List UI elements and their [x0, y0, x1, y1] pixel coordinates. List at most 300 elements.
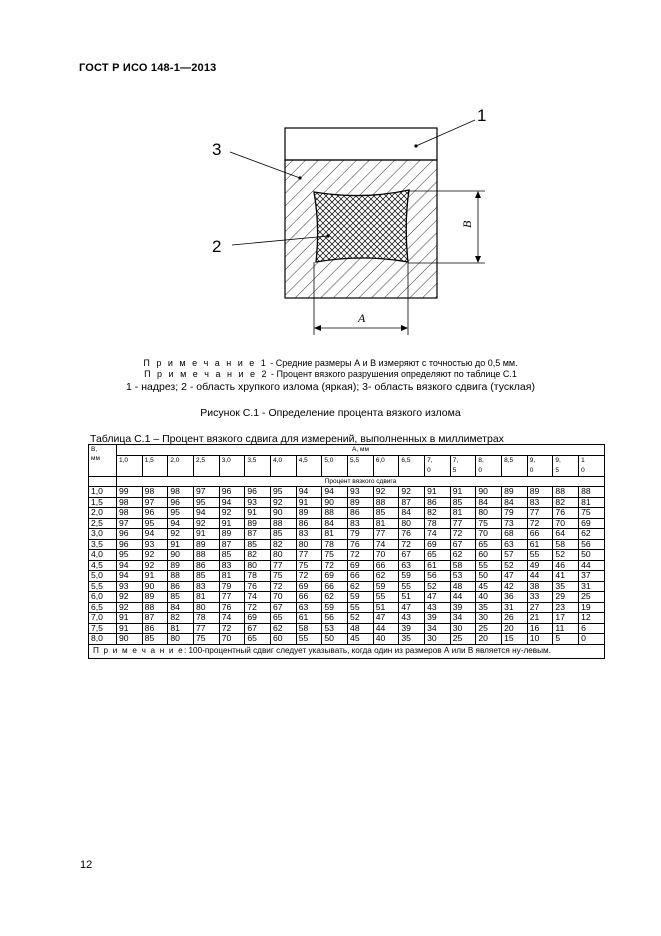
table-cell: 89 [168, 560, 194, 571]
table-cell: 31 [579, 581, 605, 592]
table-cell: 37 [579, 571, 605, 582]
table-cell: 17 [553, 613, 579, 624]
table-cell: 69 [322, 571, 348, 582]
fracture-figure [200, 100, 510, 340]
table-cell: 51 [399, 592, 425, 603]
table-cell: 65 [245, 634, 271, 645]
table-cell: 10 [527, 634, 553, 645]
table-cell: 35 [476, 602, 502, 613]
table-cell: 20 [502, 623, 528, 634]
table-cell: 72 [296, 571, 322, 582]
table-cell: 98 [117, 508, 143, 519]
table-cell: 96 [142, 508, 168, 519]
a-value-cell: 6,0 [373, 455, 399, 476]
table-cell: 64 [553, 529, 579, 540]
table-cell: 76 [399, 529, 425, 540]
table-row [89, 571, 605, 582]
table-cell: 50 [579, 550, 605, 561]
table-cell: 89 [296, 508, 322, 519]
table-cell: 95 [194, 497, 220, 508]
table-cell: 91 [168, 539, 194, 550]
b-value-cell: 3,0 [89, 529, 117, 540]
table-cell: 92 [117, 592, 143, 603]
table-cell: 82 [425, 508, 451, 519]
table-cell: 96 [117, 529, 143, 540]
table-cell: 92 [117, 602, 143, 613]
table-cell: 92 [168, 529, 194, 540]
table-cell: 38 [527, 581, 553, 592]
table-cell: 83 [219, 560, 245, 571]
table-cell: 35 [553, 581, 579, 592]
table-cell: 98 [142, 487, 168, 498]
table-cell: 83 [527, 497, 553, 508]
table-cell: 86 [296, 518, 322, 529]
a-value-cell: 5,0 [322, 455, 348, 476]
figure-legend: 1 - надрез; 2 - область хрупкого излома (яркая); 3- область вязкого сдвига (тусклая) [126, 381, 535, 393]
table-cell: 80 [399, 518, 425, 529]
table-cell: 66 [527, 529, 553, 540]
table-cell: 5 [553, 634, 579, 645]
table-cell: 59 [373, 581, 399, 592]
page-number: 12 [80, 859, 93, 871]
table-row [89, 581, 605, 592]
table-cell: 87 [219, 539, 245, 550]
table-cell: 89 [219, 529, 245, 540]
table-cell: 79 [348, 529, 374, 540]
table-cell: 75 [579, 508, 605, 519]
table-row [89, 623, 605, 634]
table-cell: 53 [322, 623, 348, 634]
table-cell: 66 [296, 592, 322, 603]
table-cell: 55 [399, 581, 425, 592]
table-cell: 92 [142, 550, 168, 561]
table-cell: 41 [553, 571, 579, 582]
a-value-cell: 3,0 [219, 455, 245, 476]
table-cell: 62 [450, 550, 476, 561]
table-row [89, 497, 605, 508]
table-cell: 77 [373, 529, 399, 540]
table-title: Таблица С.1 – Процент вязкого сдвига для измерений, выполненных в миллиметрах [90, 433, 504, 445]
table-cell: 11 [553, 623, 579, 634]
table-cell: 80 [476, 508, 502, 519]
table-cell: 27 [527, 602, 553, 613]
table-cell: 42 [502, 581, 528, 592]
b-value-cell: 1,5 [89, 497, 117, 508]
table-cell: 80 [296, 539, 322, 550]
table-row [89, 550, 605, 561]
figure-note-1 [0, 358, 661, 369]
table-cell: 81 [194, 592, 220, 603]
table-cell: 85 [219, 550, 245, 561]
table-cell: 77 [527, 508, 553, 519]
table-cell: 39 [425, 613, 451, 624]
figure-note-2 [0, 369, 661, 380]
table-cell: 58 [450, 560, 476, 571]
table-cell: 75 [296, 560, 322, 571]
table-cell: 6 [579, 623, 605, 634]
table-cell: 91 [117, 613, 143, 624]
table-cell: 59 [399, 571, 425, 582]
table-cell: 61 [425, 560, 451, 571]
table-cell: 88 [168, 571, 194, 582]
table-cell: 96 [168, 497, 194, 508]
table-cell: 84 [322, 518, 348, 529]
table-cell: 92 [142, 560, 168, 571]
table-cell: 34 [425, 623, 451, 634]
table-row [89, 487, 605, 498]
table-cell: 65 [425, 550, 451, 561]
table-cell: 43 [399, 613, 425, 624]
table-cell: 94 [142, 529, 168, 540]
a-value-cell: 9, 0 [527, 455, 553, 476]
table-cell: 66 [322, 581, 348, 592]
table-cell: 84 [168, 602, 194, 613]
table-cell: 52 [348, 613, 374, 624]
table-cell: 94 [219, 497, 245, 508]
table-cell: 21 [527, 613, 553, 624]
table-cell: 80 [271, 550, 297, 561]
table-cell: 94 [168, 518, 194, 529]
table-cell: 78 [425, 518, 451, 529]
a-header-cell: А, мм [117, 445, 605, 456]
b-value-cell: 2,0 [89, 508, 117, 519]
table-cell: 63 [399, 560, 425, 571]
table-cell: 67 [450, 539, 476, 550]
table-cell: 89 [194, 539, 220, 550]
table-cell: 23 [553, 602, 579, 613]
b-value-cell: 7,5 [89, 623, 117, 634]
a-value-cell: 1 0 [579, 455, 605, 476]
table-cell: 49 [527, 560, 553, 571]
table-cell: 69 [579, 518, 605, 529]
table-cell: 80 [194, 602, 220, 613]
table-cell: 57 [502, 550, 528, 561]
table-cell: 97 [194, 487, 220, 498]
table-cell: 47 [373, 613, 399, 624]
table-cell: 86 [168, 581, 194, 592]
table-cell: 88 [194, 550, 220, 561]
table-cell: 90 [476, 487, 502, 498]
table-cell: 65 [476, 539, 502, 550]
table-cell: 72 [271, 581, 297, 592]
table-cell: 51 [373, 602, 399, 613]
a-value-cell: 4,5 [296, 455, 322, 476]
table-cell: 30 [425, 634, 451, 645]
table-cell: 56 [322, 613, 348, 624]
table-cell: 70 [271, 592, 297, 603]
table-cell: 69 [245, 613, 271, 624]
table-cell: 81 [219, 571, 245, 582]
table-cell: 55 [527, 550, 553, 561]
b-value-cell: 6,0 [89, 592, 117, 603]
table-cell: 83 [348, 518, 374, 529]
table-cell: 85 [450, 497, 476, 508]
table-cell: 74 [219, 613, 245, 624]
table-cell: 89 [245, 518, 271, 529]
table-cell: 92 [219, 508, 245, 519]
table-cell: 40 [476, 592, 502, 603]
table-cell: 76 [219, 602, 245, 613]
table-cell: 50 [322, 634, 348, 645]
table-cell: 85 [245, 539, 271, 550]
table-cell: 56 [425, 571, 451, 582]
table-cell: 86 [348, 508, 374, 519]
table-cell: 44 [527, 571, 553, 582]
table-cell: 94 [117, 571, 143, 582]
table-cell: 91 [425, 487, 451, 498]
table-cell: 92 [271, 497, 297, 508]
table-row [89, 508, 605, 519]
table-cell: 95 [142, 518, 168, 529]
notch-region [285, 128, 437, 160]
table-cell: 58 [553, 539, 579, 550]
table-cell: 85 [142, 634, 168, 645]
table-cell: 95 [117, 550, 143, 561]
table-cell: 44 [373, 623, 399, 634]
table-cell: 45 [348, 634, 374, 645]
a-value-cell: 7, 5 [450, 455, 476, 476]
a-value-cell: 2,5 [194, 455, 220, 476]
table-cell: 92 [373, 487, 399, 498]
table-note-prefix: П р и м е ч а н и е [93, 645, 184, 655]
a-value-cell: 1,5 [142, 455, 168, 476]
table-cell: 74 [245, 592, 271, 603]
table-row [89, 592, 605, 603]
table-cell: 90 [168, 550, 194, 561]
table-cell: 95 [271, 487, 297, 498]
table-cell: 68 [502, 529, 528, 540]
table-cell: 62 [348, 581, 374, 592]
table-cell: 81 [373, 518, 399, 529]
table-cell: 96 [219, 487, 245, 498]
table-cell: 63 [296, 602, 322, 613]
a-value-cell: 2,0 [168, 455, 194, 476]
table-cell: 80 [168, 634, 194, 645]
table-cell: 91 [296, 497, 322, 508]
table-cell: 81 [450, 508, 476, 519]
table-cell: 81 [579, 497, 605, 508]
table-cell: 48 [348, 623, 374, 634]
a-value-cell: 7, 0 [425, 455, 451, 476]
table-cell: 91 [219, 518, 245, 529]
table-cell: 89 [527, 487, 553, 498]
table-cell: 62 [271, 623, 297, 634]
table-cell: 70 [219, 634, 245, 645]
table-cell: 50 [476, 571, 502, 582]
table-cell: 72 [322, 560, 348, 571]
b-value-cell: 4,0 [89, 550, 117, 561]
table-cell: 87 [399, 497, 425, 508]
table-cell: 56 [579, 539, 605, 550]
table-note-text: : 100-процентный сдвиг следует указывать, когда один из размеров А или В является ну-левым. [183, 645, 551, 655]
table-cell: 20 [476, 634, 502, 645]
table-cell: 83 [296, 529, 322, 540]
table-cell: 67 [245, 623, 271, 634]
table-cell: 88 [322, 508, 348, 519]
table-cell: 70 [373, 550, 399, 561]
table-row [89, 529, 605, 540]
table-cell: 81 [322, 529, 348, 540]
table-cell: 76 [348, 539, 374, 550]
dimension-a-label: A [358, 311, 366, 325]
table-cell: 55 [373, 592, 399, 603]
table-cell: 75 [322, 550, 348, 561]
table-cell: 85 [373, 508, 399, 519]
table-cell: 78 [322, 539, 348, 550]
table-cell: 75 [271, 571, 297, 582]
a-value-cell: 6,5 [399, 455, 425, 476]
table-cell: 72 [219, 623, 245, 634]
table-cell: 91 [245, 508, 271, 519]
table-cell: 62 [579, 529, 605, 540]
table-cell: 26 [502, 613, 528, 624]
table-cell: 94 [322, 487, 348, 498]
table-cell: 77 [219, 592, 245, 603]
table-cell: 94 [194, 508, 220, 519]
table-cell: 30 [476, 613, 502, 624]
table-cell: 74 [373, 539, 399, 550]
table-cell: 81 [168, 623, 194, 634]
table-cell: 80 [245, 560, 271, 571]
a-value-cell: 1,0 [117, 455, 143, 476]
table-cell: 66 [348, 571, 374, 582]
table-cell: 59 [322, 602, 348, 613]
table-cell: 29 [553, 592, 579, 603]
table-cell: 86 [425, 497, 451, 508]
table-cell: 94 [117, 560, 143, 571]
table-cell: 86 [142, 623, 168, 634]
table-cell: 89 [142, 592, 168, 603]
table-cell: 48 [450, 581, 476, 592]
table-cell: 77 [296, 550, 322, 561]
b-value-cell: 3,5 [89, 539, 117, 550]
table-cell: 93 [142, 539, 168, 550]
table-cell: 82 [245, 550, 271, 561]
table-cell: 52 [502, 560, 528, 571]
b-value-cell: 7,0 [89, 613, 117, 624]
table-cell: 19 [579, 602, 605, 613]
table-cell: 91 [450, 487, 476, 498]
table-cell: 90 [271, 508, 297, 519]
table-cell: 47 [502, 571, 528, 582]
a-value-cell: 9, 5 [553, 455, 579, 476]
table-cell: 25 [450, 634, 476, 645]
table-cell: 75 [476, 518, 502, 529]
table-cell: 61 [527, 539, 553, 550]
b-value-cell: 4,5 [89, 560, 117, 571]
table-cell: 60 [476, 550, 502, 561]
b-value-cell: 1,0 [89, 487, 117, 498]
ductile-shear-table [88, 444, 605, 659]
table-cell: 87 [142, 613, 168, 624]
callout-label-1: 1 [477, 106, 487, 125]
b-header-cell: В, мм [89, 445, 117, 477]
table-cell: 47 [399, 602, 425, 613]
a-value-cell: 8,5 [502, 455, 528, 476]
table-cell: 93 [245, 497, 271, 508]
table-cell: 88 [142, 602, 168, 613]
table-cell: 74 [425, 529, 451, 540]
table-cell: 85 [194, 571, 220, 582]
table-cell: 90 [322, 497, 348, 508]
note-2-prefix: П р и м е ч а н и е 2 [144, 369, 269, 379]
table-cell: 89 [502, 487, 528, 498]
table-cell: 83 [194, 581, 220, 592]
table-cell: 62 [322, 592, 348, 603]
table-cell: 58 [296, 623, 322, 634]
table-cell: 89 [348, 497, 374, 508]
table-cell: 52 [553, 550, 579, 561]
table-cell: 69 [296, 581, 322, 592]
table-cell: 79 [219, 581, 245, 592]
table-cell: 60 [271, 634, 297, 645]
table-cell: 72 [527, 518, 553, 529]
dimension-b-label: B [460, 220, 474, 228]
table-cell: 65 [271, 613, 297, 624]
table-cell: 25 [476, 623, 502, 634]
a-value-cell: 4,0 [271, 455, 297, 476]
table-cell: 90 [117, 634, 143, 645]
table-cell: 94 [296, 487, 322, 498]
table-cell: 77 [450, 518, 476, 529]
table-cell: 35 [399, 634, 425, 645]
table-cell: 79 [502, 508, 528, 519]
table-cell: 44 [579, 560, 605, 571]
subheader-cell: Процент вязкого сдвига [117, 476, 605, 487]
table-cell: 76 [553, 508, 579, 519]
table-cell: 77 [271, 560, 297, 571]
table-cell: 39 [450, 602, 476, 613]
table-cell: 36 [502, 592, 528, 603]
table-cell: 69 [425, 539, 451, 550]
table-cell: 53 [450, 571, 476, 582]
table-cell: 84 [476, 497, 502, 508]
table-cell: 70 [476, 529, 502, 540]
table-cell: 84 [399, 508, 425, 519]
table-row [89, 560, 605, 571]
table-cell: 40 [373, 634, 399, 645]
table-row [89, 518, 605, 529]
table-cell: 61 [296, 613, 322, 624]
table-cell: 84 [502, 497, 528, 508]
table-cell: 52 [425, 581, 451, 592]
table-cell: 72 [348, 550, 374, 561]
table-cell: 92 [399, 487, 425, 498]
table-cell: 45 [476, 581, 502, 592]
note-2-text: - Процент вязкого разрушения определяют по таблице С.1 [268, 369, 517, 379]
table-cell: 95 [168, 508, 194, 519]
table-cell: 82 [168, 613, 194, 624]
table-cell: 59 [348, 592, 374, 603]
table-cell: 73 [502, 518, 528, 529]
table-cell: 97 [117, 518, 143, 529]
table-row [89, 613, 605, 624]
table-cell: 55 [348, 602, 374, 613]
table-cell: 72 [450, 529, 476, 540]
table-cell: 90 [142, 581, 168, 592]
table-cell: 55 [296, 634, 322, 645]
b-value-cell: 6,5 [89, 602, 117, 613]
table-cell: 88 [271, 518, 297, 529]
table-cell: 44 [450, 592, 476, 603]
table-cell: 87 [245, 529, 271, 540]
table-cell: 97 [142, 497, 168, 508]
table-cell: 67 [399, 550, 425, 561]
table-cell: 34 [450, 613, 476, 624]
table-cell: 70 [553, 518, 579, 529]
table-cell: 96 [117, 539, 143, 550]
table-cell: 46 [553, 560, 579, 571]
